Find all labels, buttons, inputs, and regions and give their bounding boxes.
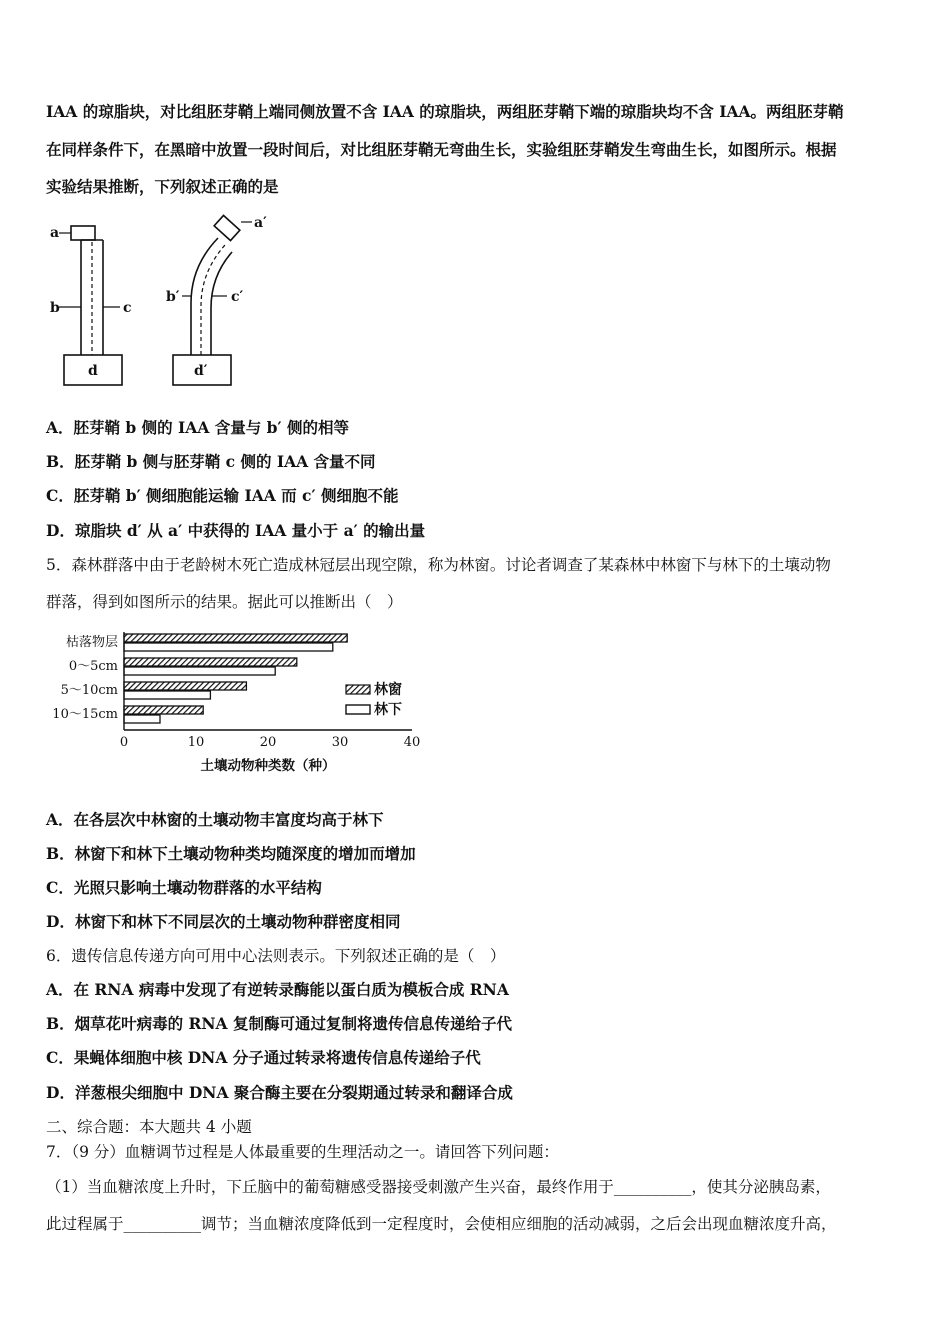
label-d-prime: d′ <box>194 363 208 379</box>
q6-option-d: D．洋葱根尖细胞中 DNA 聚合酶主要在分裂期通过转录和翻译合成 <box>46 1083 513 1102</box>
q4-option-d: D．琼脂块 d′ 从 a′ 中获得的 IAA 量小于 a′ 的输出量 <box>46 521 426 540</box>
bar-linchuang-1 <box>124 658 297 666</box>
q4-option-a: A．胚芽鞘 b 侧的 IAA 含量与 b′ 侧的相等 <box>46 418 349 437</box>
q6-option-b: B．烟草花叶病毒的 RNA 复制酶可通过复制将遗传信息传递给子代 <box>46 1014 512 1033</box>
legend-label-linxia: 林下 <box>374 702 402 718</box>
x-tick-label-4: 40 <box>403 735 421 750</box>
bar-linxia-1 <box>124 667 275 675</box>
q5-option-c: C．光照只影响土壤动物群落的水平结构 <box>46 878 322 897</box>
q4-stem-line-1: IAA 的琼脂块，对比组胚芽鞘上端同侧放置不含 IAA 的琼脂块，两组胚芽鞘下端的琼脂块均不含 IAA。两组胚芽鞘 <box>46 102 844 121</box>
bar-linxia-0 <box>124 643 333 651</box>
agar-block-a <box>71 226 95 240</box>
category-label-0: 枯落物层 <box>65 635 118 650</box>
bar-linxia-3 <box>124 715 160 723</box>
q4-option-c: C．胚芽鞘 b′ 侧细胞能运输 IAA 而 c′ 侧细胞不能 <box>46 486 399 505</box>
category-label-1: 0～5cm <box>68 659 118 674</box>
label-b: b <box>50 300 60 316</box>
q6-option-a: A．在 RNA 病毒中发现了有逆转录酶能以蛋白质为模板合成 RNA <box>46 980 509 999</box>
q5-option-b: B．林窗下和林下土壤动物种类均随深度的增加而增加 <box>46 844 416 863</box>
x-tick-label-2: 20 <box>259 735 277 750</box>
category-label-3: 10～15cm <box>52 707 118 722</box>
bar-linchuang-0 <box>124 634 347 642</box>
chart-legend <box>346 681 402 718</box>
label-b-prime: b′ <box>166 289 180 305</box>
q6-stem: 6．遗传信息传递方向可用中心法则表示。下列叙述正确的是（ ） <box>46 947 506 965</box>
bar-linchuang-2 <box>124 682 246 690</box>
legend-swatch-linchuang <box>346 685 370 694</box>
q7-part1-line-1: （1）当血糖浓度上升时，下丘脑中的葡萄糖感受器接受刺激产生兴奋，最终作用于__________，使其分泌胰岛素， <box>46 1178 831 1196</box>
q6-option-c: C．果蝇体细胞中核 DNA 分子通过转录将遗传信息传递给子代 <box>46 1048 481 1067</box>
q7-stem: 7．（9 分）血糖调节过程是人体最重要的生理活动之一。请回答下列问题： <box>46 1143 559 1161</box>
x-tick-label-1: 10 <box>187 735 205 750</box>
q7-part1-line-2: 此过程属于__________调节；当血糖浓度降低到一定程度时，会使相应细胞的活动减弱，之后会出现血糖浓度升高， <box>46 1215 837 1233</box>
x-tick-label-0: 0 <box>119 735 129 750</box>
q4-stem-line-3: 实验结果推断，下列叙述正确的是 <box>46 177 279 196</box>
label-a-prime: a′ <box>254 215 267 231</box>
label-c-prime: c′ <box>231 289 244 305</box>
q5-stem-line-1: 5．森林群落中由于老龄树木死亡造成林冠层出现空隙，称为林窗。讨论者调查了某森林中林窗下与林下的土壤动物 <box>46 556 831 574</box>
coleoptile-figure <box>46 208 286 393</box>
q5-stem-line-2: 群落，得到如图所示的结果。据此可以推断出（ ） <box>46 593 403 611</box>
q5-option-d: D．林窗下和林下不同层次的土壤动物种群密度相同 <box>46 912 401 931</box>
q4-option-b: B．胚芽鞘 b 侧与胚芽鞘 c 侧的 IAA 含量不同 <box>46 452 376 471</box>
section-heading: 二、综合题：本大题共 4 小题 <box>46 1118 252 1136</box>
soil-animal-chart <box>46 624 436 780</box>
q4-stem-line-2: 在同样条件下，在黑暗中放置一段时间后，对比组胚芽鞘无弯曲生长，实验组胚芽鞘发生弯曲生长，如图所示。根据 <box>46 140 837 159</box>
label-d: d <box>88 363 98 379</box>
x-tick-label-3: 30 <box>331 735 349 750</box>
legend-swatch-linxia <box>346 705 370 714</box>
x-axis-label: 土壤动物种类数（种） <box>200 758 336 774</box>
label-c: c <box>123 300 132 316</box>
bar-linxia-2 <box>124 691 210 699</box>
legend-label-linchuang: 林窗 <box>374 682 402 698</box>
q5-option-a: A．在各层次中林窗的土壤动物丰富度均高于林下 <box>46 810 384 829</box>
bar-linchuang-3 <box>124 706 203 714</box>
label-a: a <box>50 225 60 241</box>
category-label-2: 5～10cm <box>60 683 118 698</box>
agar-block-a-prime <box>214 215 240 240</box>
